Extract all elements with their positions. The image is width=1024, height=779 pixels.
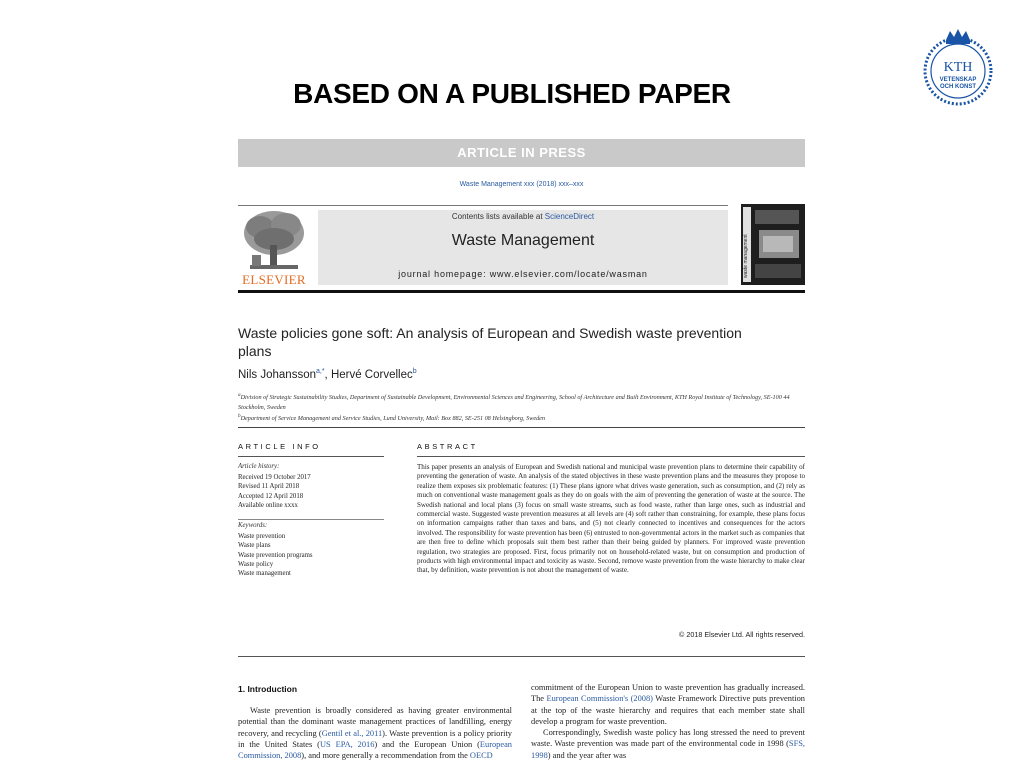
keywords-rule [238, 519, 384, 520]
abstract-rule [417, 456, 805, 457]
affiliations [238, 391, 805, 424]
abstract-heading: ABSTRACT [417, 442, 478, 451]
intro-text: ). Waste prevention is a policy priority in the United States ( [238, 728, 512, 749]
body-rule [238, 656, 805, 657]
citation-link[interactable]: European Commission's (2008) [546, 694, 653, 704]
kth-logo-subtext-1: VETENSKAP [939, 77, 977, 83]
intro-text: Correspondingly, Swedish waste policy has long stressed the need to prevent waste. Waste prevention was made part of the environmental code in 1998 ( [531, 728, 805, 749]
slide-title: BASED ON A PUBLISHED PAPER [293, 78, 731, 109]
journal-header [318, 210, 728, 285]
intro-paragraph [531, 727, 805, 761]
intro-text: ), and more generally a recommendation from the [301, 751, 470, 761]
article-info-rule [238, 456, 384, 457]
intro-text: Waste prevention is broadly considered as having greater environmental potential than the dominant waste management practices of landfilling, energy recovery, and recycling ( [238, 706, 512, 738]
introduction-heading: 1. Introduction [238, 684, 298, 694]
affiliation-a-text: Division of Strategic Sustainability Studies, Department of Sustainable Development, Environmental Sciences and Engineering, School of Architecture and Built Environment, KTH Royal Institute of Technology, SE-100 44 Stockholm, Sweden [238, 394, 790, 411]
contents-line [318, 212, 728, 221]
keyword-item: Waste prevention programs [238, 551, 313, 559]
sciencedirect-link[interactable]: ScienceDirect [544, 212, 595, 221]
affiliation-rule [238, 427, 805, 428]
author-2-mark[interactable]: b [412, 368, 417, 375]
affiliation-b-mark: b [238, 413, 241, 420]
citation-line[interactable]: Waste Management xxx (2018) xxx–xxx [459, 181, 584, 188]
journal-cover [741, 204, 805, 285]
history-item: Received 19 October 2017 [238, 474, 311, 481]
header-rule [238, 205, 728, 206]
history-list [238, 473, 384, 510]
author-2[interactable]: Hervé Corvellec [330, 368, 413, 381]
affiliation-b-text: Department of Service Management and Service Studies, Lund University, Mail: Box 882, SE-251 08 Helsingborg, Sweden [240, 415, 546, 423]
history-item: Accepted 12 April 2018 [238, 492, 304, 500]
intro-paragraph [238, 705, 512, 761]
keyword-item: Waste plans [238, 542, 271, 550]
intro-text: Waste Framework Directive puts prevention at the top of the waste hierarchy and requires that each member state shall develop a program for waste prevention. [531, 694, 805, 726]
author-1[interactable]: Nils Johansson [238, 368, 316, 381]
masthead-rule [238, 290, 805, 293]
citation-link[interactable]: Gentil et al., 2011 [321, 728, 383, 738]
affiliation-b [238, 412, 805, 424]
cover-title: waste management [743, 234, 749, 278]
keywords-label: Keywords: [238, 522, 268, 529]
affiliation-a-mark: a [238, 392, 241, 398]
contents-prefix: Contents lists available at [451, 212, 545, 221]
citation-link[interactable]: OECD [469, 751, 493, 761]
keywords-list [238, 532, 384, 578]
intro-text: ) and the year after was [547, 750, 627, 760]
article-info-heading: ARTICLE INFO [238, 442, 321, 451]
affiliation-a [238, 391, 805, 412]
abstract-body: This paper presents an analysis of European and Swedish national and municipal waste prevention plans to determine their capability of preventing the generation of waste. An analysis of the stated objectives in these waste prevention plans and the measures they propose to realize them exposes six problematic features: (1) These plans ignore what drives waste generation, such as consumption, and (2) rely as much on conventional waste management goals as they do on goals with the aim of preventing the generation of waste at the source. The Swedish national and local plans (3) focus on small waste streams, such as food waste, rather than large ones, such as industrial and commercial waste. Suggested waste prevention measures at all levels are (4) soft rather than constraining, for example, these plans focus on information campaigns rather than taxes and bans, and (5) not clearly connected to incentives and consequences for the actors involved. The responsibility for waste prevention has been (6) entrusted to non-governmental actors in the market such as companies that are then free to define which proposals suit them best rather than their being guided by planners. For improved waste prevention regulation, two strategies are proposed. First, focus primarily not on household-related waste, but on consumption and production of products with high environmental impact and toxicity as waste. Second, remove waste prevention from the waste hierarchy to make clear that, by definition, waste prevention is not about the management of waste. [417, 463, 805, 575]
intro-text: commitment of the European Union to waste prevention has gradually increased. The [531, 683, 805, 704]
kth-logo-subtext-2: OCH KONST [940, 84, 976, 90]
journal-homepage[interactable]: journal homepage: www.elsevier.com/locate/wasman [398, 269, 648, 279]
intro-right-column [531, 682, 805, 761]
author-separator: , [324, 368, 331, 381]
intro-left-column [238, 705, 512, 761]
intro-text: ) and the European Union ( [374, 739, 480, 749]
author-1-mark[interactable]: a,* [315, 368, 325, 375]
history-label: Article history: [238, 463, 280, 470]
history-item: Available online xxxx [238, 501, 298, 509]
keyword-item: Waste prevention [238, 533, 286, 540]
paper-page [238, 139, 805, 779]
author-line [238, 368, 417, 381]
citation-link[interactable]: SFS, 1998 [531, 739, 805, 760]
press-banner-text: ARTICLE IN PRESS [457, 145, 586, 160]
journal-name: Waste Management [451, 232, 595, 249]
kth-logo [921, 27, 995, 109]
keyword-item: Waste management [238, 570, 291, 578]
press-banner [238, 139, 805, 167]
history-item: Revised 11 April 2018 [238, 483, 300, 491]
kth-logo-text: KTH [943, 60, 973, 75]
paper-title: Waste policies gone soft: An analysis of European and Swedish waste prevention plans [238, 325, 742, 359]
citation-link[interactable]: US EPA, 2016 [319, 739, 375, 749]
copyright-line: © 2018 Elsevier Ltd. All rights reserved. [679, 630, 805, 639]
keyword-item: Waste policy [238, 560, 274, 568]
elsevier-wordmark: ELSEVIER [242, 272, 306, 287]
citation-link[interactable]: European Commission, 2008 [238, 739, 512, 761]
